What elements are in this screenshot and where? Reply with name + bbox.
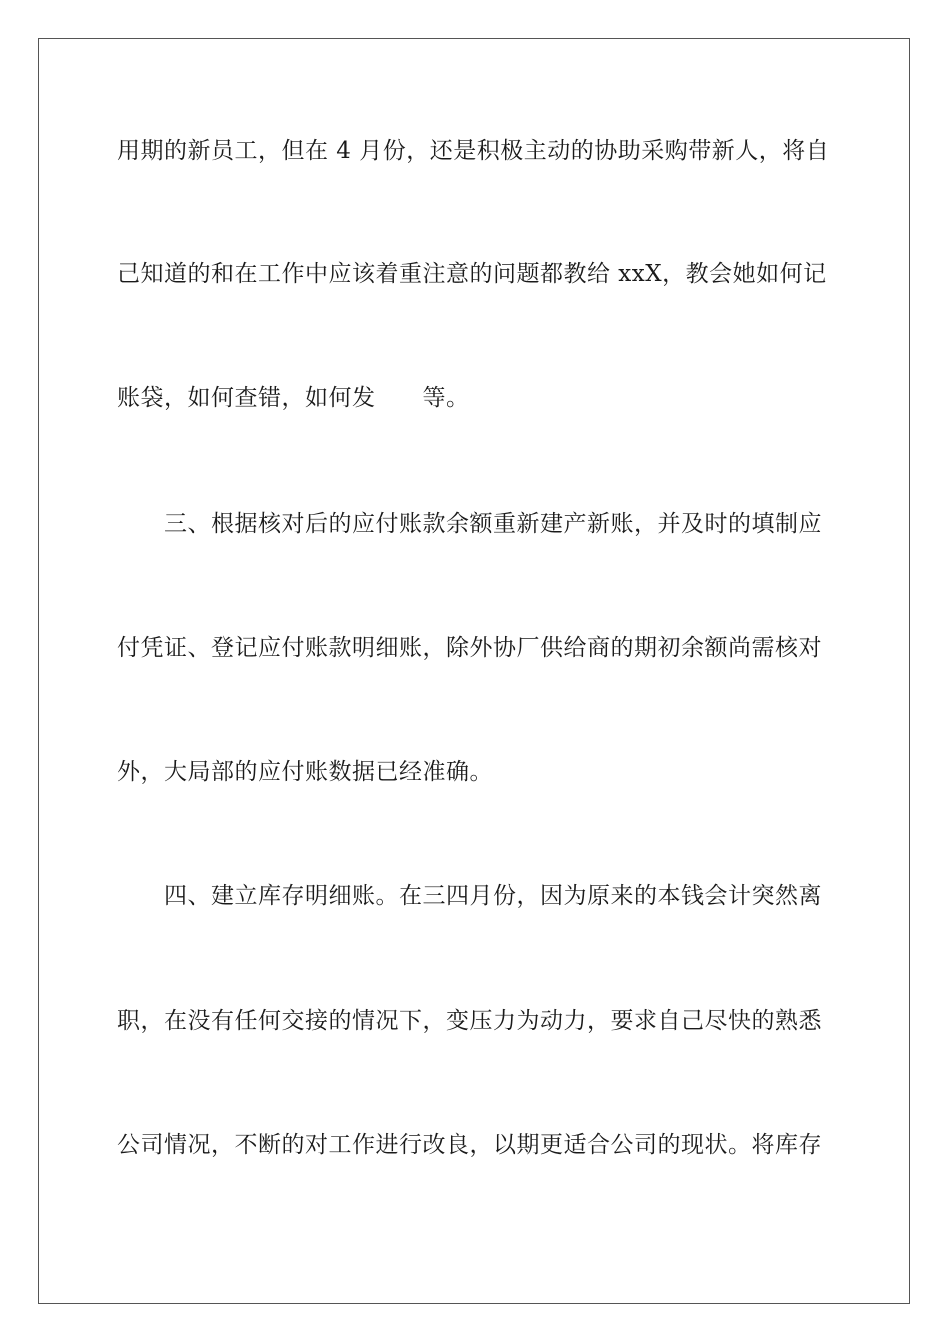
section-four-line-3: 公司情况，不断的对工作进行改良，以期更适合公司的现状。将库存 bbox=[117, 1132, 822, 1158]
section-four-line-2: 职，在没有任何交接的情况下，变压力为动力，要求自己尽快的熟悉 bbox=[117, 1008, 822, 1034]
paragraph-line-2: 己知道的和在工作中应该着重注意的问题都教给 xxX，教会她如何记 bbox=[117, 261, 827, 287]
section-four-line-1: 四、建立库存明细账。在三四月份，因为原来的本钱会计突然离 bbox=[164, 883, 822, 909]
page-border bbox=[38, 38, 910, 1304]
section-three-line-1: 三、根据核对后的应付账款余额重新建产新账，并及时的填制应 bbox=[164, 511, 822, 537]
paragraph-line-3: 账袋，如何查错，如何发 等。 bbox=[117, 385, 470, 411]
section-three-line-3: 外，大局部的应付账数据已经准确。 bbox=[117, 759, 493, 785]
paragraph-line-1: 用期的新员工，但在 4 月份，还是积极主动的协助采购带新人，将自 bbox=[117, 138, 830, 164]
section-three-line-2: 付凭证、登记应付账款明细账，除外协厂供给商的期初余额尚需核对 bbox=[117, 635, 822, 661]
